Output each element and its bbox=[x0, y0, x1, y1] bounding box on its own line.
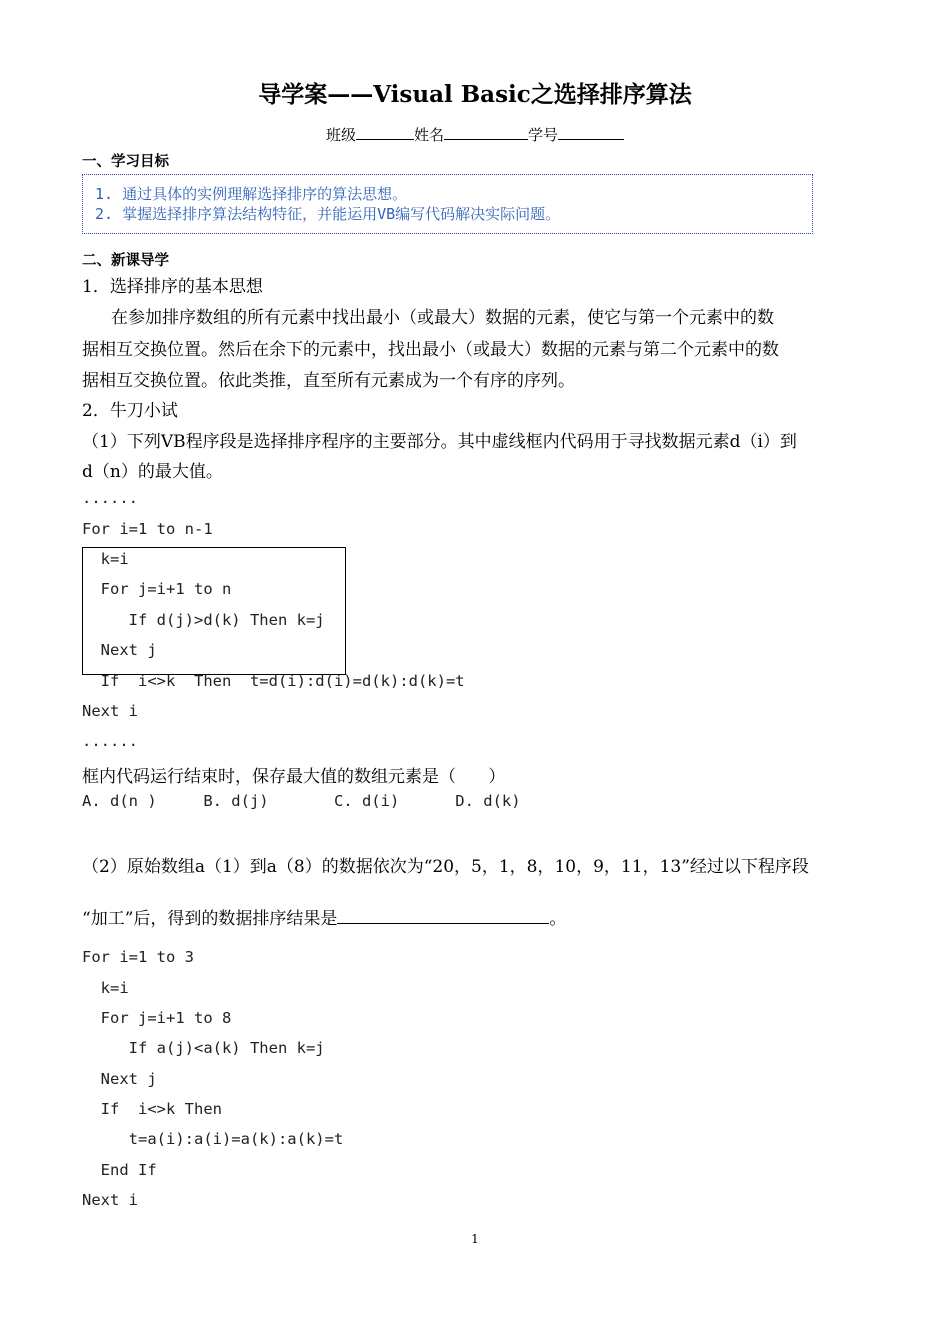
name-label: 姓名 bbox=[413, 126, 444, 144]
question2-text: （2）原始数组a（1）到a（8）的数据依次为“20，5，1，8，10，9，11，13”经过以下程序段 bbox=[82, 857, 809, 877]
code-line: ...... bbox=[82, 489, 138, 507]
paragraph-line: 在参加排序数组的所有元素中找出最小（或最大）数据的元素，使它与第一个元素中的数 bbox=[111, 308, 774, 328]
paragraph-line: 据相互交换位置。依此类推，直至所有元素成为一个有序的序列。 bbox=[82, 371, 575, 391]
student-info-line bbox=[0, 124, 950, 145]
section-heading-new-lesson: 二、新课导学 bbox=[82, 253, 169, 269]
id-label: 学号 bbox=[528, 126, 559, 144]
code-line: Next j bbox=[82, 1070, 157, 1088]
code-line: If d(j)>d(k) Then k=j bbox=[82, 611, 325, 629]
answer-blank[interactable] bbox=[337, 909, 549, 924]
question1-prompt: 框内代码运行结束时，保存最大值的数组元素是（ ） bbox=[82, 767, 506, 787]
class-blank[interactable] bbox=[356, 125, 414, 140]
question2-end: 。 bbox=[549, 909, 567, 929]
code-line: For j=i+1 to 8 bbox=[82, 1009, 232, 1027]
code-line: If a(j)<a(k) Then k=j bbox=[82, 1039, 325, 1057]
section-heading-goals: 一、学习目标 bbox=[82, 154, 169, 170]
code-line: For j=i+1 to n bbox=[82, 580, 232, 598]
question1-text: （1）下列VB程序段是选择排序程序的主要部分。其中虚线框内代码用于寻找数据元素d（i）到 bbox=[82, 432, 797, 452]
question1-text: d（n）的最大值。 bbox=[82, 462, 223, 482]
paragraph-line: 据相互交换位置。然后在余下的元素中，找出最小（或最大）数据的元素与第二个元素中的数 bbox=[82, 340, 779, 360]
page-title: 导学案——Visual Basic之选择排序算法 bbox=[258, 81, 692, 108]
code-line: Next i bbox=[82, 702, 138, 720]
page-number: 1 bbox=[471, 1232, 479, 1246]
subsection-title-basic-idea: 1．选择排序的基本思想 bbox=[82, 277, 263, 297]
id-blank[interactable] bbox=[558, 125, 624, 140]
code-line: ...... bbox=[82, 732, 138, 750]
class-label: 班级 bbox=[325, 126, 356, 144]
subsection-title-practice: 2．牛刀小试 bbox=[82, 401, 178, 421]
question2-prompt: “加工”后，得到的数据排序结果是 bbox=[82, 909, 338, 929]
code-line: End If bbox=[82, 1161, 157, 1179]
question1-options: A. d(n ) B. d(j) C. d(i) D. d(k) bbox=[82, 792, 521, 810]
code-line: If i<>k Then bbox=[82, 1100, 222, 1118]
code-line: Next i bbox=[82, 1191, 138, 1209]
code-line: Next j bbox=[82, 641, 157, 659]
code-line: For i=1 to n-1 bbox=[82, 520, 213, 538]
goal-item: 1. 通过具体的实例理解选择排序的算法思想。 bbox=[95, 185, 408, 203]
code-line: t=a(i):a(i)=a(k):a(k)=t bbox=[82, 1130, 344, 1148]
code-line: For i=1 to 3 bbox=[82, 948, 194, 966]
code-line: If i<>k Then t=d(i):d(i)=d(k):d(k)=t bbox=[82, 672, 465, 690]
code-line: k=i bbox=[82, 550, 129, 568]
name-blank[interactable] bbox=[444, 125, 528, 140]
goal-item: 2. 掌握选择排序算法结构特征，并能运用VB编写代码解决实际问题。 bbox=[95, 205, 561, 223]
code-line: k=i bbox=[82, 979, 129, 997]
question2-text bbox=[82, 904, 566, 929]
